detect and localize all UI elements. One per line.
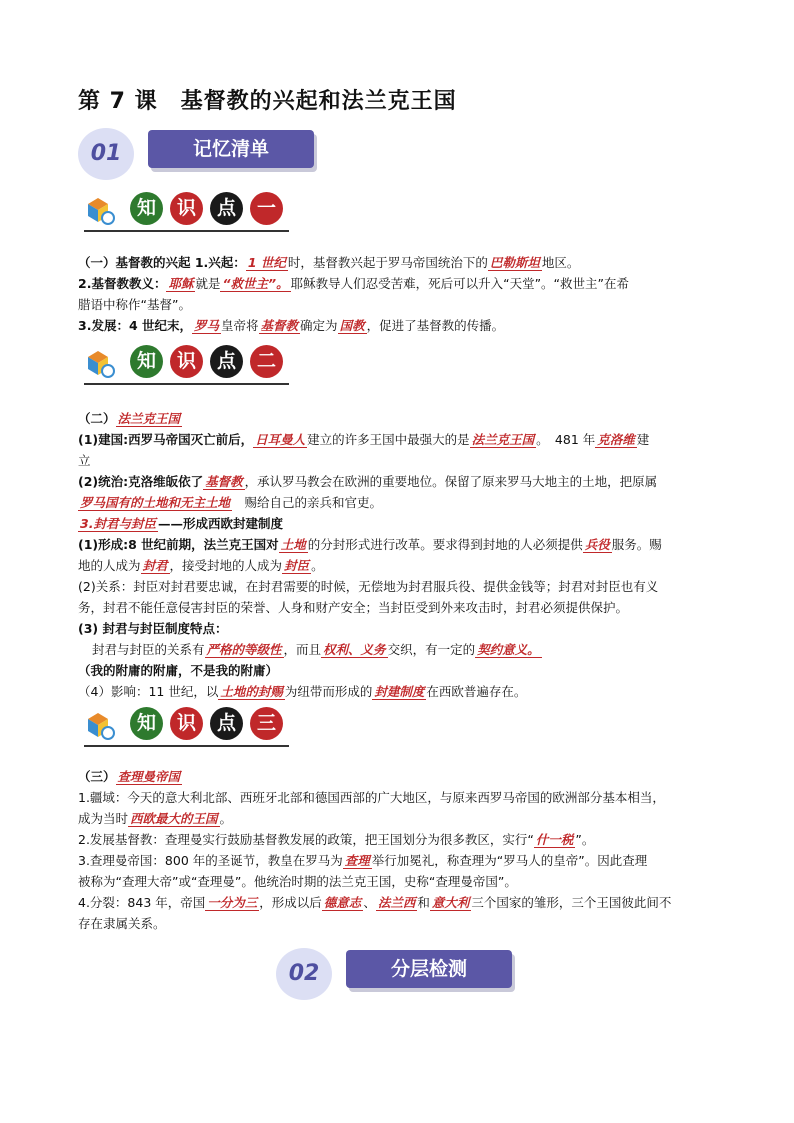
number-disc: 三 <box>250 707 283 740</box>
knowledge-point-header-2 <box>84 343 289 385</box>
section-two-text: （二） 法兰克王国 (1)建国:西罗马帝国灭亡前后， 日耳曼人 建立的许多王国中最强大的是 法兰克王国 。 481 年 克洛维 建 立 (2)统治:克洛维皈依了 基督教 ，承认罗马教会在欧洲的重要地位。保留了原来罗马大地主的土地，把原属 罗马国有的土地和无主土地 赐给自己的亲兵和官吏。 3.封君与封臣 ——形成西欧封建制度 (1)形成:8 世纪前期，法兰克王国对 土地 的分封形式进行改革。要求得到封地的人必须提供 兵役 服务。赐 地的人成为 封君 ，接受封地的人成为 封臣 。 (2)关系：封臣对封君要忠诚，在封君需要的时候，无偿地为封君服兵役、提供金钱等；封君对封臣也有义 务，封君不能任意侵害封臣的荣誉、人身和财产安全；当封臣受到外来攻击时，封君必须提供保护。 (3) 封君与封臣制度特点： 封君与封臣的关系有 严格的等级性 ，而且 权利、义务 交织，有一定的 契约意义。 （我的附庸的附庸，不是我的附庸） （4）影响：11 世纪，以 土地的封赐 为纽带而形成的 封建制度 在西欧普遍存在。 <box>78 411 662 699</box>
shi-disc: 识 <box>170 707 203 740</box>
knowledge-point-header-1 <box>84 190 289 232</box>
zhi-disc: 知 <box>130 707 163 740</box>
badge-label: 分层检测 <box>346 950 512 988</box>
shi-disc: 识 <box>170 192 203 225</box>
section-one-text: （一）基督教的兴起 1.兴起： 1 世纪 时，基督教兴起于罗马帝国统治下的 巴勒斯坦 地区。 2.基督教教义： 耶稣 就是 “救世主”。 耶稣教导人们忍受苦难，死后可以升入“天堂”。“救世主”在希 腊语中称作“基督”。 3.发展：4 世纪末， 罗马 皇帝将 基督教 确定为 国教 ，促进了基督教的传播。 <box>78 255 629 333</box>
dian-disc: 点 <box>210 192 243 225</box>
zhi-disc: 知 <box>130 192 163 225</box>
cube-icon <box>84 194 116 226</box>
badge-number: 01 <box>78 128 134 180</box>
zhi-disc: 知 <box>130 345 163 378</box>
dian-disc: 点 <box>210 707 243 740</box>
number-disc: 一 <box>250 192 283 225</box>
page-title: 第 7 课 基督教的兴起和法兰克王国 <box>78 89 457 114</box>
badge-number: 02 <box>276 948 332 1000</box>
badge-label: 记忆清单 <box>148 130 314 168</box>
section-three-text: （三） 查理曼帝国 1.疆域：今天的意大利北部、西班牙北部和德国西部的广大地区，与原来西罗马帝国的欧洲部分基本相当， 成为当时 西欧最大的王国 。 2.发展基督教：查理曼实行鼓励基督教发展的政策，把王国划分为很多教区，实行“ 什一税 ”。 3.查理曼帝国：800 年的圣诞节，教皇在罗马为 查理 举行加冕礼，称查理为“罗马人的皇帝”。因此查理 被称为“查理大帝”或“查理曼”。他统治时期的法兰克王国，史称“查理曼帝国”。 4.分裂：843 年，帝国 一分为三 ，形成以后 德意志 、 法兰西 和 意大利 三个国家的雏形，三个王国彼此间不 存在隶属关系。 <box>78 769 672 931</box>
shi-disc: 识 <box>170 345 203 378</box>
cube-icon <box>84 709 116 741</box>
cube-icon <box>84 347 116 379</box>
dian-disc: 点 <box>210 345 243 378</box>
knowledge-point-header-3 <box>84 705 289 747</box>
number-disc: 二 <box>250 345 283 378</box>
